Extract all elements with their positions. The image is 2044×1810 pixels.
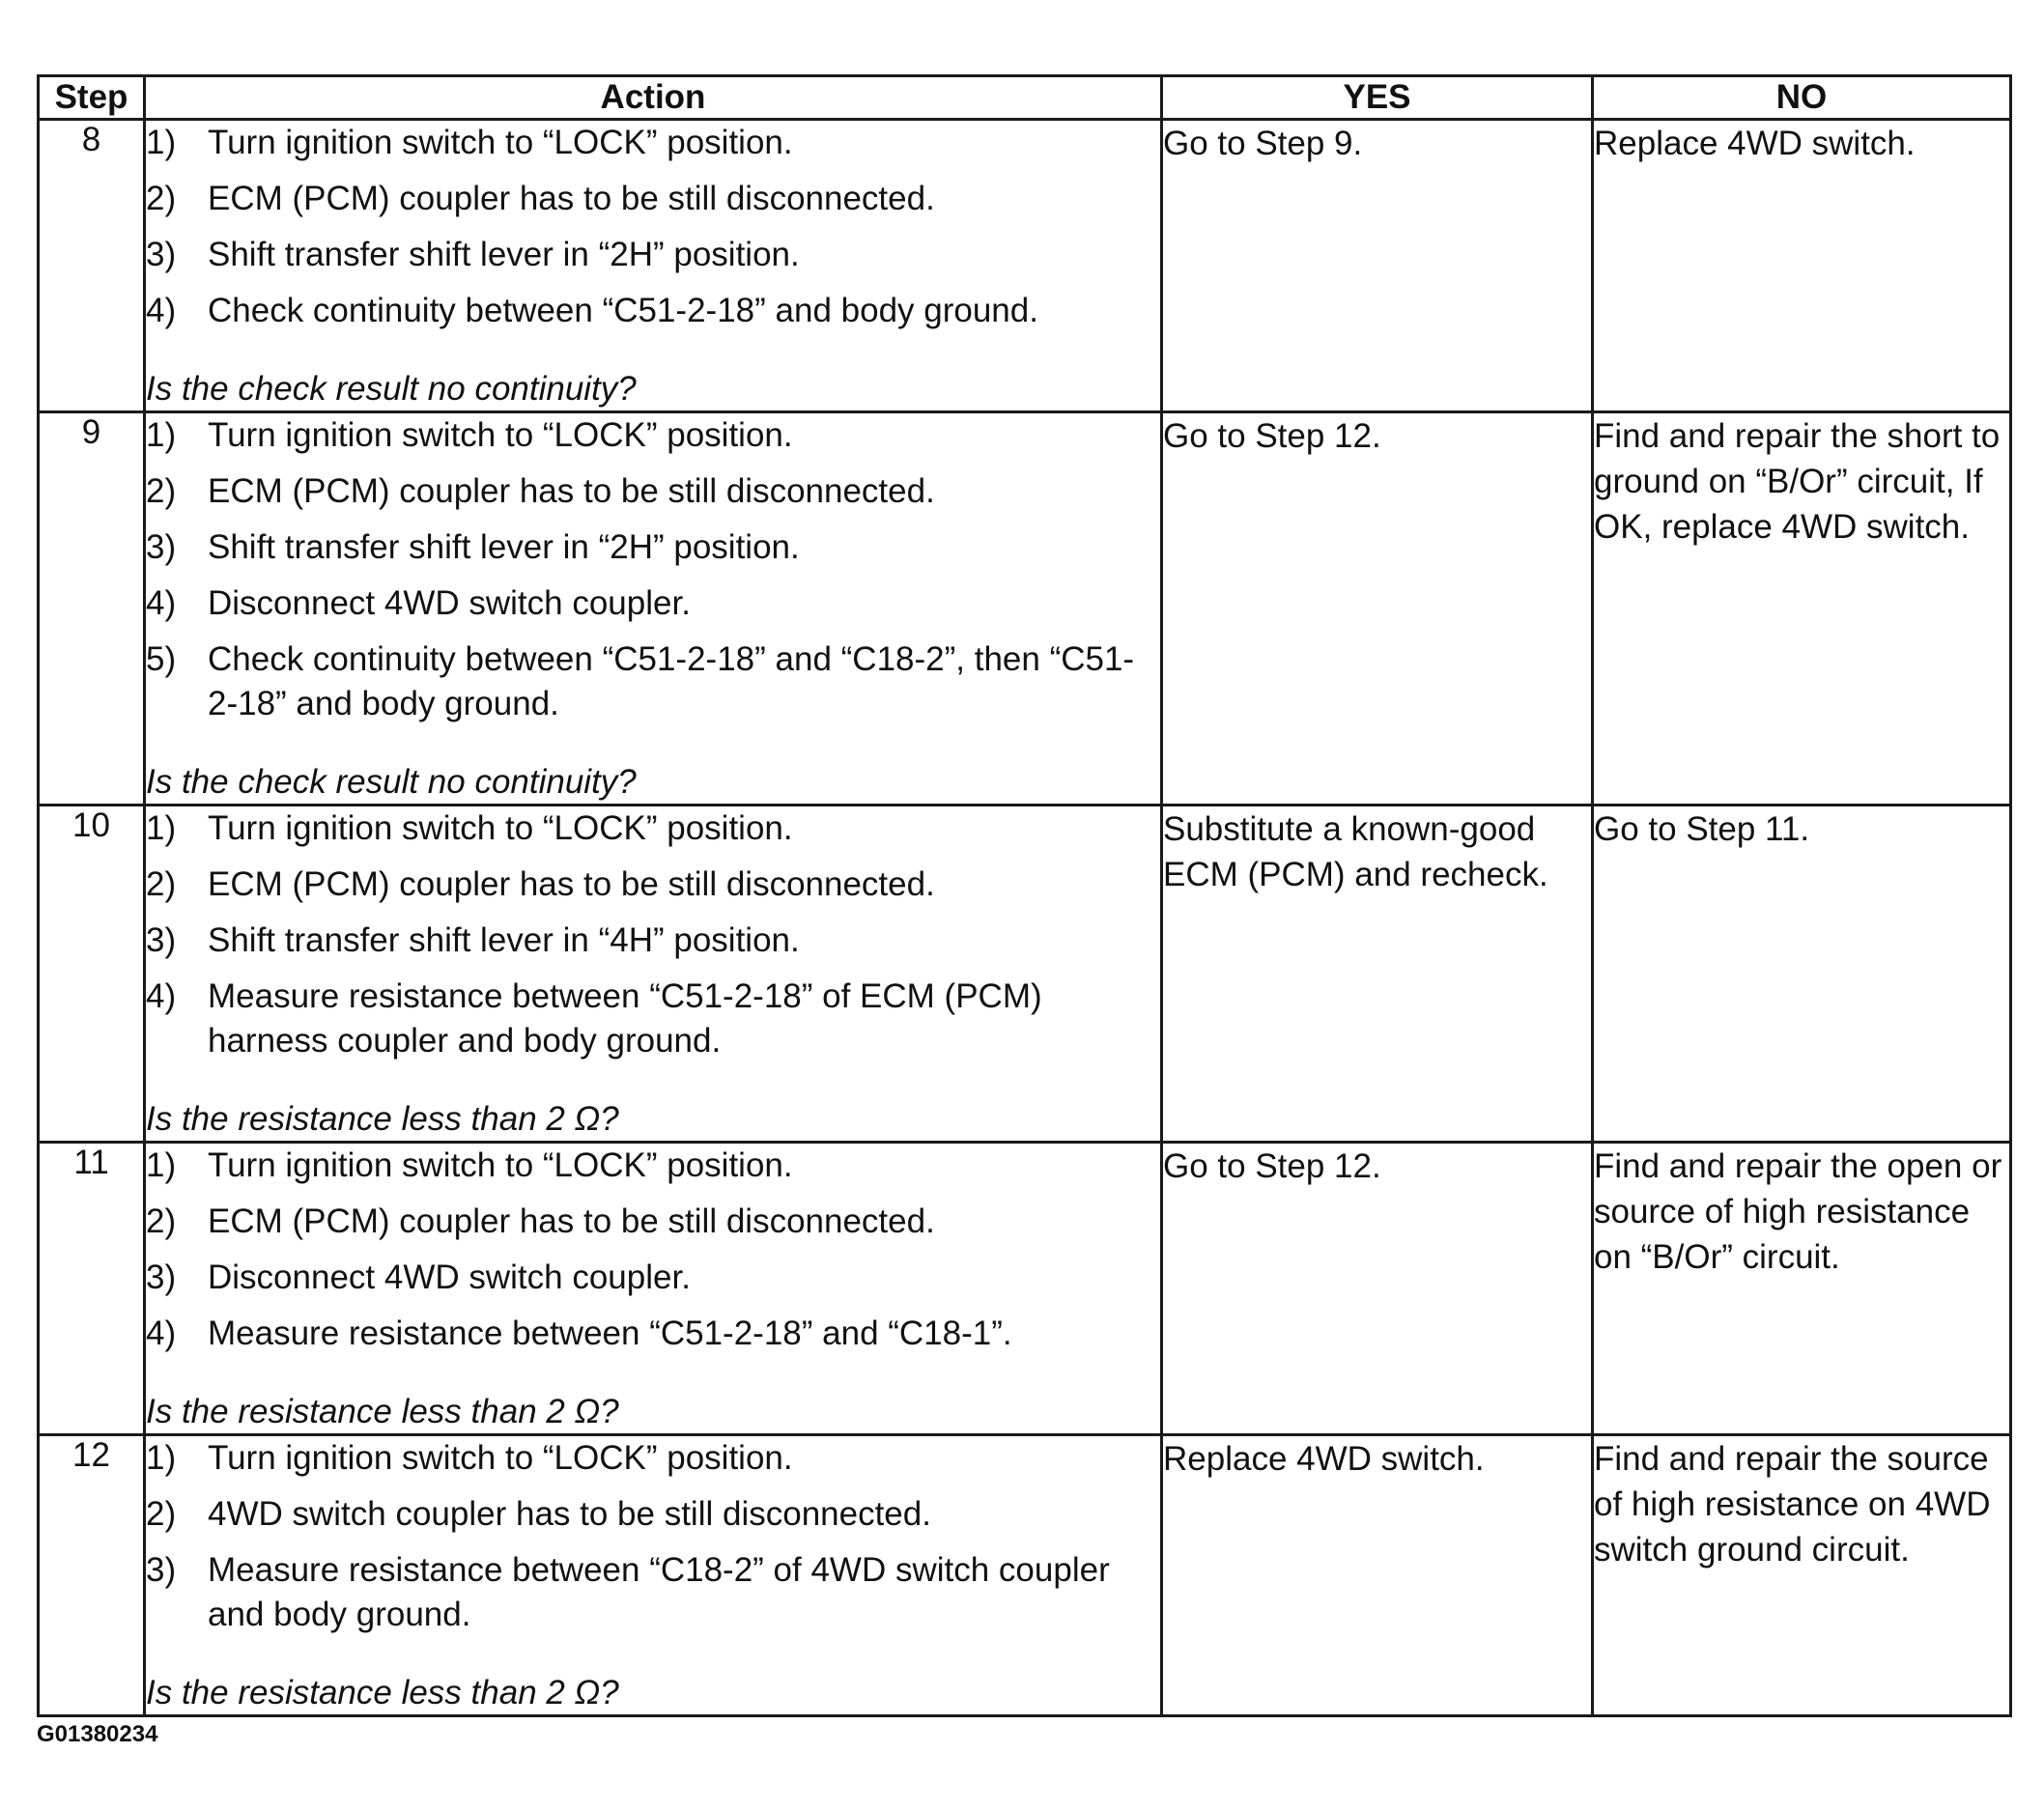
action-cell: [145, 806, 1162, 1143]
action-item: [146, 637, 1160, 726]
table-body: [39, 120, 2011, 1716]
action-number: 4): [146, 584, 177, 622]
step-number: 11: [39, 1143, 145, 1435]
action-number: 1): [146, 1439, 177, 1477]
action-item: [146, 469, 1160, 514]
action-number: 1): [146, 809, 177, 847]
action-text: Disconnect 4WD switch coupler.: [208, 1259, 691, 1296]
action-text: Measure resistance between “C51-2-18” and “C18-1”.: [208, 1315, 1012, 1352]
action-text: ECM (PCM) coupler has to be still disconnected.: [208, 472, 935, 510]
yes-result: Substitute a known-good ECM (PCM) and recheck.: [1162, 806, 1593, 1143]
action-item: [146, 863, 1160, 907]
action-number: 2): [146, 180, 177, 217]
action-text: Shift transfer shift lever in “2H” position.: [208, 236, 800, 273]
header-yes: YES: [1162, 76, 1593, 120]
step-number: 9: [39, 412, 145, 806]
action-text: Check continuity between “C51-2-18” and “C18-2”, then “C51-2-18” and body ground.: [208, 640, 1135, 722]
header-no: NO: [1593, 76, 2011, 120]
action-text: Turn ignition switch to “LOCK” position.: [208, 809, 793, 847]
table-row: [39, 1435, 2011, 1716]
action-item: [146, 1200, 1160, 1244]
no-result: Go to Step 11.: [1593, 806, 2011, 1143]
check-question: Is the check result no continuity?: [146, 370, 637, 408]
action-cell: [145, 412, 1162, 806]
action-number: 3): [146, 921, 177, 959]
table-row: [39, 120, 2011, 412]
action-text: Shift transfer shift lever in “4H” position.: [208, 921, 800, 959]
action-text: Turn ignition switch to “LOCK” position.: [208, 124, 793, 161]
action-item: [146, 525, 1160, 570]
check-question: Is the resistance less than 2 Ω?: [146, 1674, 619, 1711]
action-list: [146, 1144, 1160, 1356]
action-number: 4): [146, 977, 177, 1015]
action-number: 2): [146, 1202, 177, 1240]
header-step: Step: [39, 76, 145, 120]
yes-result: Replace 4WD switch.: [1162, 1435, 1593, 1716]
action-number: 1): [146, 1146, 177, 1184]
check-question: Is the resistance less than 2 Ω?: [146, 1100, 619, 1138]
action-text: ECM (PCM) coupler has to be still disconnected.: [208, 1202, 935, 1240]
header-action: Action: [145, 76, 1162, 120]
action-text: Shift transfer shift lever in “2H” position.: [208, 528, 800, 566]
no-result: Find and repair the open or source of high resistance on “B/Or” circuit.: [1593, 1143, 2011, 1435]
yes-result: Go to Step 12.: [1162, 1143, 1593, 1435]
action-text: 4WD switch coupler has to be still disconnected.: [208, 1495, 931, 1533]
action-cell: [145, 1435, 1162, 1716]
action-text: ECM (PCM) coupler has to be still disconnected.: [208, 865, 935, 903]
action-item: [146, 121, 1160, 165]
action-item: [146, 975, 1160, 1063]
yes-result: Go to Step 12.: [1162, 412, 1593, 806]
action-number: 1): [146, 416, 177, 454]
header-row: [39, 76, 2011, 120]
action-number: 2): [146, 865, 177, 903]
action-text: Turn ignition switch to “LOCK” position.: [208, 1146, 793, 1184]
action-cell: [145, 1143, 1162, 1435]
action-item: [146, 1256, 1160, 1300]
no-result: Find and repair the short to ground on “B/Or” circuit, If OK, replace 4WD switch.: [1593, 412, 2011, 806]
action-number: 2): [146, 472, 177, 510]
check-question: Is the resistance less than 2 Ω?: [146, 1393, 619, 1430]
action-item: [146, 233, 1160, 277]
action-item: [146, 289, 1160, 333]
action-number: 2): [146, 1495, 177, 1533]
action-item: [146, 806, 1160, 851]
action-list: [146, 1436, 1160, 1637]
table-row: [39, 412, 2011, 806]
yes-result: Go to Step 9.: [1162, 120, 1593, 412]
action-list: [146, 806, 1160, 1063]
diagnostic-table: [37, 74, 2012, 1717]
action-item: [146, 1144, 1160, 1188]
action-cell: [145, 120, 1162, 412]
action-text: Disconnect 4WD switch coupler.: [208, 584, 691, 622]
action-text: Check continuity between “C51-2-18” and body ground.: [208, 292, 1038, 329]
no-result: Replace 4WD switch.: [1593, 120, 2011, 412]
figure-reference: G01380234: [37, 1721, 158, 1747]
action-number: 3): [146, 528, 177, 566]
step-number: 8: [39, 120, 145, 412]
action-number: 3): [146, 1259, 177, 1296]
action-list: [146, 121, 1160, 333]
action-text: Turn ignition switch to “LOCK” position.: [208, 416, 793, 454]
action-number: 3): [146, 236, 177, 273]
action-number: 3): [146, 1551, 177, 1589]
action-item: [146, 581, 1160, 626]
action-text: ECM (PCM) coupler has to be still disconnected.: [208, 180, 935, 217]
action-item: [146, 1436, 1160, 1481]
check-question: Is the check result no continuity?: [146, 763, 637, 801]
step-number: 12: [39, 1435, 145, 1716]
action-list: [146, 413, 1160, 726]
action-item: [146, 1312, 1160, 1356]
table-row: [39, 1143, 2011, 1435]
action-text: Measure resistance between “C51-2-18” of ECM (PCM) harness coupler and body ground.: [208, 977, 1042, 1060]
action-item: [146, 919, 1160, 963]
action-number: 5): [146, 640, 177, 678]
action-number: 1): [146, 124, 177, 161]
action-item: [146, 413, 1160, 458]
table-row: [39, 806, 2011, 1143]
no-result: Find and repair the source of high resistance on 4WD switch ground circuit.: [1593, 1435, 2011, 1716]
action-item: [146, 1548, 1160, 1637]
action-number: 4): [146, 1315, 177, 1352]
action-item: [146, 1492, 1160, 1537]
step-number: 10: [39, 806, 145, 1143]
action-item: [146, 177, 1160, 221]
action-text: Turn ignition switch to “LOCK” position.: [208, 1439, 793, 1477]
action-number: 4): [146, 292, 177, 329]
action-text: Measure resistance between “C18-2” of 4WD switch coupler and body ground.: [208, 1551, 1110, 1633]
